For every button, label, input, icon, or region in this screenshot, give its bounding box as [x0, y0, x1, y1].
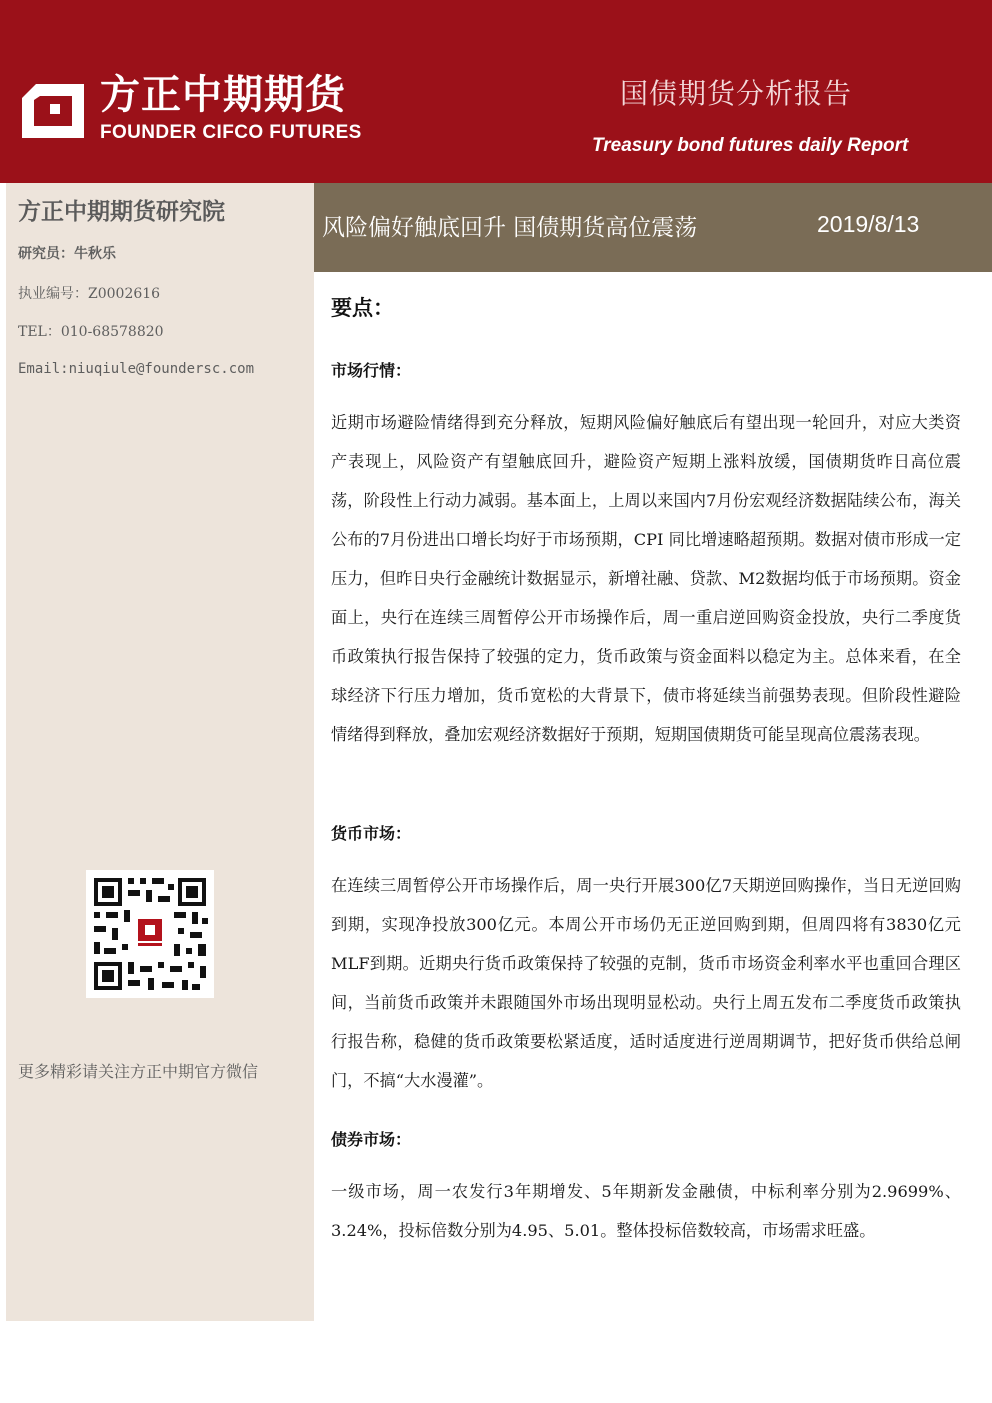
section-heading-money-market: 货币市场： [331, 824, 412, 843]
email-address[interactable]: Email:niuqiule@foundersc.com [18, 361, 255, 377]
report-title-bar [314, 183, 992, 272]
report-type-en: Treasury bond futures daily Report [592, 135, 909, 156]
section-body-bond-market: 一级市场，周一农发行3年期增发、5年期新发金融债，中标利率分别为2.9699%、3.24%，投标倍数分别为4.95、5.01。整体投标倍数较高，市场需求旺盛。 [331, 1182, 961, 1240]
phone-number: TEL：010-68578820 [18, 324, 164, 340]
report-title: 风险偏好触底回升 国债期货高位震荡 [322, 215, 698, 241]
report-header [0, 0, 992, 183]
section-heading-market: 市场行情： [331, 361, 412, 380]
report-date: 2019/8/13 [817, 211, 920, 237]
logo-cn: 方正中期期货 [100, 72, 346, 118]
analyst-name: 研究员：牛秋乐 [18, 246, 116, 262]
section-body-market: 近期市场避险情绪得到充分释放，短期风险偏好触底后有望出现一轮回升，对应大类资产表现上，风险资产有望触底回升，避险资产短期上涨料放缓，国债期货昨日高位震荡，阶段性上行动力减弱。基本面上，上周以来国内7月份宏观经济数据陆续公布，海关公布的7月份进出口增长均好于市场预期，CPI 同比增速略超预期。数据对债市形成一定压力，但昨日央行金融统计数据显示，新增社融、贷款、M2数据均低于市场预期。资金面上，央行在连续三周暂停公开市场操作后，周一重启逆回购资金投放，央行二季度货币政策执行报告保持了较强的定力，货币政策与资金面料以稳定为主。总体来看，在全球经济下行压力增加，货币宽松的大背景下，债市将延续当前强势表现。但阶段性避险情绪得到释放，叠加宏观经济数据好于预期，短期国债期货可能呈现高位震荡表现。 [331, 413, 961, 744]
logo-en: FOUNDER CIFCO FUTURES [100, 122, 362, 143]
license-number: 执业编号：Z0002616 [18, 286, 161, 302]
info-sidebar [6, 183, 314, 1321]
report-type-cn: 国债期货分析报告 [620, 77, 853, 110]
qr-code-icon [86, 870, 214, 998]
founder-logo-icon [22, 80, 84, 138]
section-body-money-market: 在连续三周暂停公开市场操作后，周一央行开展300亿7天期逆回购操作，当日无逆回购到期，实现净投放300亿元。本周公开市场仍无正逆回购到期，但周四将有3830亿元MLF到期。近期央行货币政策保持了较强的克制，货币市场资金利率水平也重回合理区间，当前货币政策并未跟随国外市场出现明显松动。央行上周五发布二季度货币政策执行报告称，稳健的货币政策要松紧适度，适时适度进行逆周期调节，把好货币供给总闸门，不搞“大水漫灌”。 [331, 876, 961, 1090]
qr-caption: 更多精彩请关注方正中期官方微信 [18, 1062, 259, 1081]
section-heading-bond-market: 债券市场： [331, 1130, 412, 1149]
org-name: 方正中期期货研究院 [18, 199, 225, 225]
key-points-heading: 要点： [331, 296, 394, 320]
